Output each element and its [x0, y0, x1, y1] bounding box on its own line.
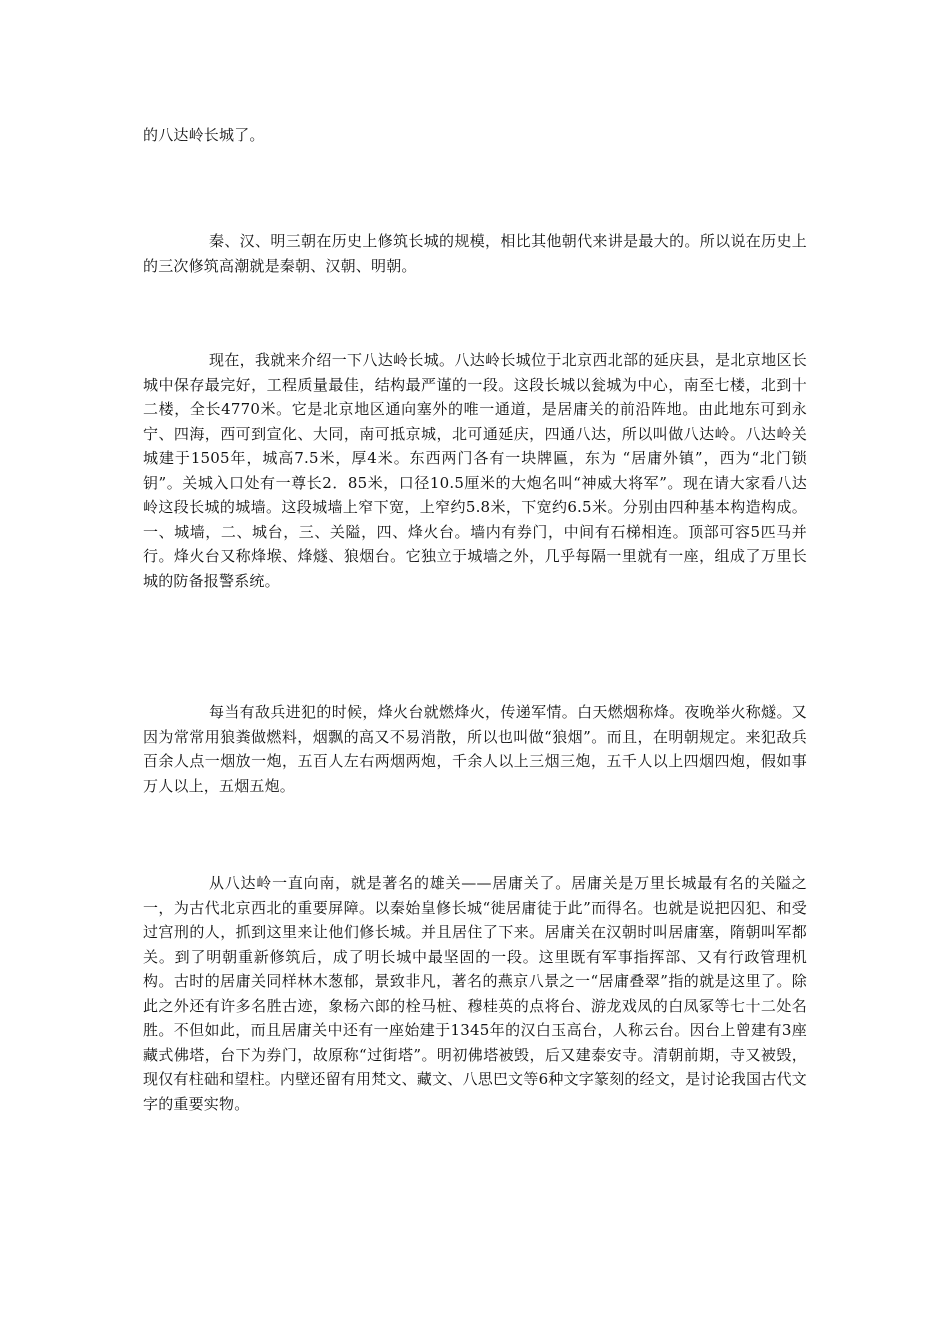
- paragraph-dynasties: 秦、汉、明三朝在历史上修筑长城的规模，相比其他朝代来讲是最大的。所以说在历史上的三次修筑高潮就是秦朝、汉朝、明朝。: [143, 232, 807, 275]
- paragraph-badaling: 现在，我就来介绍一下八达岭长城。八达岭长城位于北京西北部的延庆县，是北京地区长城中保存最完好，工程质量最佳，结构最严谨的一段。这段长城以瓮城为中心，南至七楼，北到十二楼，全长4770米。它是北京地区通向塞外的唯一通道，是居庸关的前沿阵地。由此地东可到永宁、四海，西可到宣化、大同，南可抵京城，北可通延庆，四通八达，所以叫做八达岭。八达岭关城建于1505年，城高7.5米，厚4米。东西两门各有一块牌匾，东为 “居庸外镇”，西为“北门锁钥”。关城入口处有一尊长2．85米，口径10.5厘米的大炮名叫“神威大将军”。现在请大家看八达岭这段长城的城墙。这段城墙上窄下宽，上窄约5.8米，下宽约6.5米。分别由四种基本构造构成。一、城墙，二、城台，三、关隘，四、烽火台。墙内有券门，中间有石梯相连。顶部可容5匹马并行。烽火台又称烽堠、烽燧、狼烟台。它独立于城墙之外，几乎每隔一里就有一座，组成了万里长城的防备报警系统。: [143, 351, 807, 590]
- paragraph-continuation: 的八达岭长城了。: [143, 126, 265, 144]
- paragraph-beacon-towers: 每当有敌兵进犯的时候，烽火台就燃烽火，传递军情。白天燃烟称烽。夜晚举火称燧。又因为常常用狼粪做燃料，烟飘的高又不易消散，所以也叫做“狼烟”。而且，在明朝规定。来犯敌兵百余人点一烟放一炮，五百人左右两烟两炮，千余人以上三烟三炮，五千人以上四烟四炮，假如事万人以上，五烟五炮。: [143, 703, 807, 795]
- paragraph-juyongguan: 从八达岭一直向南，就是著名的雄关——居庸关了。居庸关是万里长城最有名的关隘之一，为古代北京西北的重要屏障。以秦始皇修长城“徙居庸徒于此”而得名。也就是说把囚犯、和受过宫刑的人，抓到这里来让他们修长城。并且居住了下来。居庸关在汉朝时叫居庸塞，隋朝叫军都关。到了明朝重新修筑后，成了明长城中最坚固的一段。这里既有军事指挥部、又有行政管理机构。古时的居庸关同样林木葱郁，景致非凡，著名的燕京八景之一“居庸叠翠”指的就是这里了。除此之外还有许多名胜古迹，象杨六郎的栓马桩、穆桂英的点将台、游龙戏凤的白凤冢等七十二处名胜。不但如此，而且居庸关中还有一座始建于1345年的汉白玉高台，人称云台。因台上曾建有3座藏式佛塔，台下为券门，故原称“过街塔”。明初佛塔被毁，后又建泰安寺。清朝前期，寺又被毁，现仅有柱础和望柱。内壁还留有用梵文、藏文、八思巴文等6种文字篆刻的经文，是讨论我国古代文字的重要实物。: [143, 874, 807, 1113]
